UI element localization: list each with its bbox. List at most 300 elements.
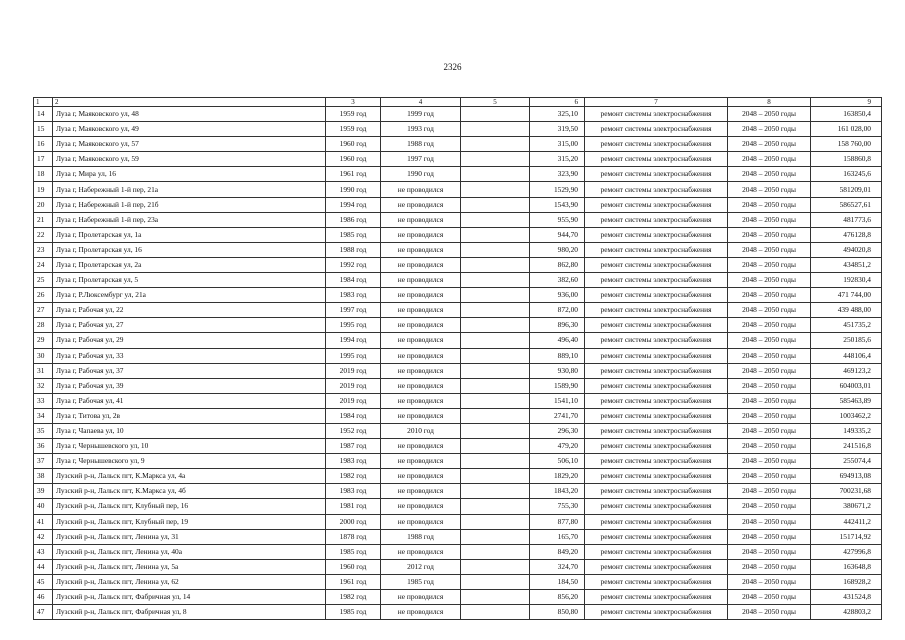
area-cell: 315,00 [530,137,585,152]
area-cell: 896,30 [530,318,585,333]
empty-cell-cell [461,514,530,529]
empty-cell-cell [461,303,530,318]
last-repair-year-cell: 2010 год [381,423,461,438]
work-type-cell: ремонт системы электроснабжения [585,257,728,272]
empty-cell-cell [461,107,530,122]
table-row [34,544,882,559]
table-row [34,122,882,137]
empty-cell-cell [461,273,530,288]
cost-cell: 469123,2 [811,363,882,378]
period-cell: 2048 – 2050 годы [728,273,811,288]
table-row [34,590,882,605]
address-cell: Луза г, Маяковского ул, 59 [53,152,326,167]
period-cell: 2048 – 2050 годы [728,348,811,363]
column-header: 5 [461,98,530,107]
area-cell: 479,20 [530,439,585,454]
area-cell: 955,90 [530,212,585,227]
build-year-cell: 1990 год [326,182,381,197]
period-cell: 2048 – 2050 годы [728,122,811,137]
last-repair-year-cell: 1993 год [381,122,461,137]
last-repair-year-cell: не проводился [381,363,461,378]
work-type-cell: ремонт системы электроснабжения [585,439,728,454]
empty-cell-cell [461,574,530,589]
last-repair-year-cell: не проводился [381,544,461,559]
empty-cell-cell [461,408,530,423]
work-type-cell: ремонт системы электроснабжения [585,499,728,514]
cost-cell: 168928,2 [811,574,882,589]
table-row [34,514,882,529]
address-cell: Луза г, Рабочая ул, 29 [53,333,326,348]
row-number-cell: 30 [34,348,53,363]
area-cell: 315,20 [530,152,585,167]
row-number-cell: 36 [34,439,53,454]
work-type-cell: ремонт системы электроснабжения [585,484,728,499]
period-cell: 2048 – 2050 годы [728,408,811,423]
last-repair-year-cell: 1985 год [381,574,461,589]
empty-cell-cell [461,378,530,393]
work-type-cell: ремонт системы электроснабжения [585,423,728,438]
area-cell: 324,70 [530,559,585,574]
period-cell: 2048 – 2050 годы [728,288,811,303]
build-year-cell: 2019 год [326,363,381,378]
column-header: 1 [34,98,53,107]
cost-cell: 428803,2 [811,605,882,620]
cost-cell: 471 744,00 [811,288,882,303]
column-header: 7 [585,98,728,107]
work-type-cell: ремонт системы электроснабжения [585,107,728,122]
area-cell: 506,10 [530,454,585,469]
address-cell: Лузский р-н, Лальск пгт, К.Маркса ул, 4а [53,469,326,484]
address-cell: Луза г, Рабочая ул, 37 [53,363,326,378]
work-type-cell: ремонт системы электроснабжения [585,333,728,348]
address-cell: Луза г, Рабочая ул, 22 [53,303,326,318]
empty-cell-cell [461,529,530,544]
cost-cell: 427996,8 [811,544,882,559]
address-cell: Лузский р-н, Лальск пгт, Фабричная ул, 14 [53,590,326,605]
area-cell: 930,80 [530,363,585,378]
cost-cell: 149335,2 [811,423,882,438]
empty-cell-cell [461,167,530,182]
table-row [34,318,882,333]
cost-cell: 442411,2 [811,514,882,529]
empty-cell-cell [461,439,530,454]
area-cell: 862,80 [530,257,585,272]
period-cell: 2048 – 2050 годы [728,529,811,544]
empty-cell-cell [461,469,530,484]
build-year-cell: 1984 год [326,408,381,423]
row-number-cell: 45 [34,574,53,589]
build-year-cell: 1982 год [326,590,381,605]
empty-cell-cell [461,242,530,257]
table-row [34,559,882,574]
period-cell: 2048 – 2050 годы [728,182,811,197]
period-cell: 2048 – 2050 годы [728,363,811,378]
address-cell: Лузский р-н, Лальск пгт, Клубный пер, 16 [53,499,326,514]
cost-cell: 192830,4 [811,273,882,288]
build-year-cell: 1992 год [326,257,381,272]
work-type-cell: ремонт системы электроснабжения [585,167,728,182]
empty-cell-cell [461,348,530,363]
table-row [34,484,882,499]
table-row [34,227,882,242]
page-number: 2326 [443,62,462,72]
address-cell: Луза г, Набережный 1-й пер, 21б [53,197,326,212]
build-year-cell: 1960 год [326,137,381,152]
row-number-cell: 34 [34,408,53,423]
work-type-cell: ремонт системы электроснабжения [585,514,728,529]
work-type-cell: ремонт системы электроснабжения [585,559,728,574]
work-type-cell: ремонт системы электроснабжения [585,544,728,559]
work-type-cell: ремонт системы электроснабжения [585,363,728,378]
area-cell: 877,80 [530,514,585,529]
table-row [34,303,882,318]
period-cell: 2048 – 2050 годы [728,559,811,574]
area-cell: 1541,10 [530,393,585,408]
work-type-cell: ремонт системы электроснабжения [585,393,728,408]
address-cell: Луза г, Рабочая ул, 39 [53,378,326,393]
last-repair-year-cell: не проводился [381,197,461,212]
cost-cell: 476128,8 [811,227,882,242]
table-row [34,197,882,212]
area-cell: 184,50 [530,574,585,589]
period-cell: 2048 – 2050 годы [728,333,811,348]
area-cell: 1543,90 [530,197,585,212]
address-cell: Лузский р-н, Лальск пгт, Клубный пер, 19 [53,514,326,529]
table-row [34,574,882,589]
address-cell: Луза г, Маяковского ул, 48 [53,107,326,122]
address-cell: Луза г, Пролетарская ул, 5 [53,273,326,288]
cost-cell: 700231,68 [811,484,882,499]
last-repair-year-cell: не проводился [381,273,461,288]
row-number-cell: 17 [34,152,53,167]
build-year-cell: 1995 год [326,318,381,333]
column-header: 3 [326,98,381,107]
empty-cell-cell [461,318,530,333]
row-number-cell: 21 [34,212,53,227]
table-row [34,439,882,454]
address-cell: Луза г, Чернышевского ул, 10 [53,439,326,454]
last-repair-year-cell: 1988 год [381,529,461,544]
period-cell: 2048 – 2050 годы [728,152,811,167]
cost-cell: 439 488,00 [811,303,882,318]
table-row [34,107,882,122]
table-row [34,378,882,393]
table-row [34,152,882,167]
row-number-cell: 41 [34,514,53,529]
column-header: 8 [728,98,811,107]
work-type-cell: ремонт системы электроснабжения [585,469,728,484]
empty-cell-cell [461,333,530,348]
area-cell: 382,60 [530,273,585,288]
cost-cell: 581209,01 [811,182,882,197]
area-cell: 1829,20 [530,469,585,484]
last-repair-year-cell: не проводился [381,605,461,620]
cost-cell: 604003,01 [811,378,882,393]
work-type-cell: ремонт системы электроснабжения [585,122,728,137]
work-type-cell: ремонт системы электроснабжения [585,454,728,469]
address-cell: Лузский р-н, Лальск пгт, Ленина ул, 62 [53,574,326,589]
cost-cell: 163245,6 [811,167,882,182]
last-repair-year-cell: не проводился [381,590,461,605]
work-type-cell: ремонт системы электроснабжения [585,574,728,589]
cost-cell: 434851,2 [811,257,882,272]
row-number-cell: 23 [34,242,53,257]
area-cell: 319,50 [530,122,585,137]
housing-repair-table [33,97,882,620]
empty-cell-cell [461,363,530,378]
cost-cell: 161 028,00 [811,122,882,137]
address-cell: Луза г, Пролетарская ул, 16 [53,242,326,257]
area-cell: 849,20 [530,544,585,559]
empty-cell-cell [461,197,530,212]
empty-cell-cell [461,257,530,272]
cost-cell: 694913,08 [811,469,882,484]
address-cell: Луза г, Пролетарская ул, 1а [53,227,326,242]
area-cell: 755,30 [530,499,585,514]
address-cell: Луза г, Маяковского ул, 49 [53,122,326,137]
build-year-cell: 1985 год [326,544,381,559]
table-row [34,454,882,469]
last-repair-year-cell: не проводился [381,439,461,454]
area-cell: 980,20 [530,242,585,257]
table-row [34,182,882,197]
last-repair-year-cell: не проводился [381,318,461,333]
build-year-cell: 1983 год [326,484,381,499]
address-cell: Луза г, Р.Люксембург ул, 21а [53,288,326,303]
period-cell: 2048 – 2050 годы [728,167,811,182]
row-number-cell: 38 [34,469,53,484]
empty-cell-cell [461,544,530,559]
last-repair-year-cell: не проводился [381,288,461,303]
address-cell: Лузский р-н, Лальск пгт, Ленина ул, 5а [53,559,326,574]
build-year-cell: 1985 год [326,227,381,242]
row-number-cell: 37 [34,454,53,469]
build-year-cell: 1960 год [326,152,381,167]
cost-cell: 163648,8 [811,559,882,574]
table-row [34,363,882,378]
period-cell: 2048 – 2050 годы [728,499,811,514]
build-year-cell: 1959 год [326,107,381,122]
row-number-cell: 16 [34,137,53,152]
period-cell: 2048 – 2050 годы [728,393,811,408]
column-header: 6 [530,98,585,107]
area-cell: 1529,90 [530,182,585,197]
row-number-cell: 20 [34,197,53,212]
address-cell: Луза г, Рабочая ул, 41 [53,393,326,408]
row-number-cell: 33 [34,393,53,408]
empty-cell-cell [461,122,530,137]
work-type-cell: ремонт системы электроснабжения [585,182,728,197]
address-cell: Луза г, Рабочая ул, 33 [53,348,326,363]
build-year-cell: 1987 год [326,439,381,454]
column-header: 4 [381,98,461,107]
area-cell: 872,00 [530,303,585,318]
last-repair-year-cell: не проводился [381,393,461,408]
row-number-cell: 19 [34,182,53,197]
build-year-cell: 1983 год [326,288,381,303]
period-cell: 2048 – 2050 годы [728,303,811,318]
address-cell: Луза г, Маяковского ул, 57 [53,137,326,152]
last-repair-year-cell: не проводился [381,348,461,363]
table-row [34,257,882,272]
empty-cell-cell [461,393,530,408]
last-repair-year-cell: не проводился [381,182,461,197]
last-repair-year-cell: 2012 год [381,559,461,574]
area-cell: 936,00 [530,288,585,303]
build-year-cell: 2019 год [326,378,381,393]
table-body [34,107,882,620]
last-repair-year-cell: не проводился [381,257,461,272]
row-number-cell: 25 [34,273,53,288]
last-repair-year-cell: 1999 год [381,107,461,122]
column-numbers-row [34,98,882,107]
address-cell: Лузский р-н, Лальск пгт, Фабричная ул, 8 [53,605,326,620]
build-year-cell: 1997 год [326,303,381,318]
cost-cell: 451735,2 [811,318,882,333]
table-row [34,605,882,620]
row-number-cell: 24 [34,257,53,272]
row-number-cell: 44 [34,559,53,574]
row-number-cell: 27 [34,303,53,318]
row-number-cell: 43 [34,544,53,559]
cost-cell: 585463,89 [811,393,882,408]
address-cell: Луза г, Чапаева ул, 10 [53,423,326,438]
last-repair-year-cell: не проводился [381,212,461,227]
row-number-cell: 31 [34,363,53,378]
cost-cell: 250185,6 [811,333,882,348]
address-cell: Луза г, Набережный 1-й пер, 21а [53,182,326,197]
address-cell: Луза г, Титова ул, 2в [53,408,326,423]
build-year-cell: 1961 год [326,574,381,589]
build-year-cell: 1960 год [326,559,381,574]
area-cell: 944,70 [530,227,585,242]
last-repair-year-cell: 1988 год [381,137,461,152]
build-year-cell: 1994 год [326,197,381,212]
period-cell: 2048 – 2050 годы [728,107,811,122]
row-number-cell: 35 [34,423,53,438]
last-repair-year-cell: не проводился [381,227,461,242]
area-cell: 165,70 [530,529,585,544]
period-cell: 2048 – 2050 годы [728,514,811,529]
period-cell: 2048 – 2050 годы [728,212,811,227]
period-cell: 2048 – 2050 годы [728,544,811,559]
work-type-cell: ремонт системы электроснабжения [585,242,728,257]
address-cell: Лузский р-н, Лальск пгт, Ленина ул, 31 [53,529,326,544]
table-row [34,393,882,408]
period-cell: 2048 – 2050 годы [728,227,811,242]
column-header: 2 [53,98,326,107]
area-cell: 1589,90 [530,378,585,393]
area-cell: 323,90 [530,167,585,182]
table-row [34,273,882,288]
table-row [34,212,882,227]
row-number-cell: 26 [34,288,53,303]
period-cell: 2048 – 2050 годы [728,574,811,589]
address-cell: Луза г, Пролетарская ул, 2а [53,257,326,272]
table-header [34,98,882,107]
cost-cell: 158860,8 [811,152,882,167]
address-cell: Луза г, Мира ул, 16 [53,167,326,182]
cost-cell: 1003462,2 [811,408,882,423]
work-type-cell: ремонт системы электроснабжения [585,227,728,242]
area-cell: 496,40 [530,333,585,348]
table-row [34,408,882,423]
cost-cell: 494020,8 [811,242,882,257]
build-year-cell: 2019 год [326,393,381,408]
cost-cell: 163850,4 [811,107,882,122]
row-number-cell: 42 [34,529,53,544]
cost-cell: 380671,2 [811,499,882,514]
work-type-cell: ремонт системы электроснабжения [585,137,728,152]
last-repair-year-cell: не проводился [381,378,461,393]
period-cell: 2048 – 2050 годы [728,378,811,393]
table-row [34,499,882,514]
cost-cell: 151714,92 [811,529,882,544]
table-row [34,333,882,348]
last-repair-year-cell: не проводился [381,408,461,423]
work-type-cell: ремонт системы электроснабжения [585,529,728,544]
last-repair-year-cell: не проводился [381,514,461,529]
empty-cell-cell [461,559,530,574]
work-type-cell: ремонт системы электроснабжения [585,152,728,167]
empty-cell-cell [461,423,530,438]
empty-cell-cell [461,212,530,227]
area-cell: 856,20 [530,590,585,605]
address-cell: Луза г, Рабочая ул, 27 [53,318,326,333]
address-cell: Луза г, Чернышевского ул, 9 [53,454,326,469]
work-type-cell: ремонт системы электроснабжения [585,303,728,318]
row-number-cell: 22 [34,227,53,242]
table-row [34,242,882,257]
period-cell: 2048 – 2050 годы [728,484,811,499]
address-cell: Лузский р-н, Лальск пгт, Ленина ул, 40а [53,544,326,559]
last-repair-year-cell: не проводился [381,454,461,469]
area-cell: 850,80 [530,605,585,620]
table-row [34,288,882,303]
period-cell: 2048 – 2050 годы [728,242,811,257]
cost-cell: 586527,61 [811,197,882,212]
build-year-cell: 1878 год [326,529,381,544]
empty-cell-cell [461,590,530,605]
period-cell: 2048 – 2050 годы [728,605,811,620]
work-type-cell: ремонт системы электроснабжения [585,378,728,393]
last-repair-year-cell: 1990 год [381,167,461,182]
cost-cell: 481773,6 [811,212,882,227]
empty-cell-cell [461,605,530,620]
build-year-cell: 1952 год [326,423,381,438]
build-year-cell: 1981 год [326,499,381,514]
area-cell: 296,30 [530,423,585,438]
column-header: 9 [811,98,882,107]
empty-cell-cell [461,288,530,303]
period-cell: 2048 – 2050 годы [728,469,811,484]
area-cell: 2741,70 [530,408,585,423]
empty-cell-cell [461,227,530,242]
period-cell: 2048 – 2050 годы [728,197,811,212]
period-cell: 2048 – 2050 годы [728,590,811,605]
cost-cell: 158 760,00 [811,137,882,152]
work-type-cell: ремонт системы электроснабжения [585,318,728,333]
empty-cell-cell [461,484,530,499]
build-year-cell: 1984 год [326,273,381,288]
row-number-cell: 15 [34,122,53,137]
row-number-cell: 39 [34,484,53,499]
row-number-cell: 14 [34,107,53,122]
last-repair-year-cell: не проводился [381,242,461,257]
last-repair-year-cell: не проводился [381,333,461,348]
build-year-cell: 1994 год [326,333,381,348]
work-type-cell: ремонт системы электроснабжения [585,348,728,363]
